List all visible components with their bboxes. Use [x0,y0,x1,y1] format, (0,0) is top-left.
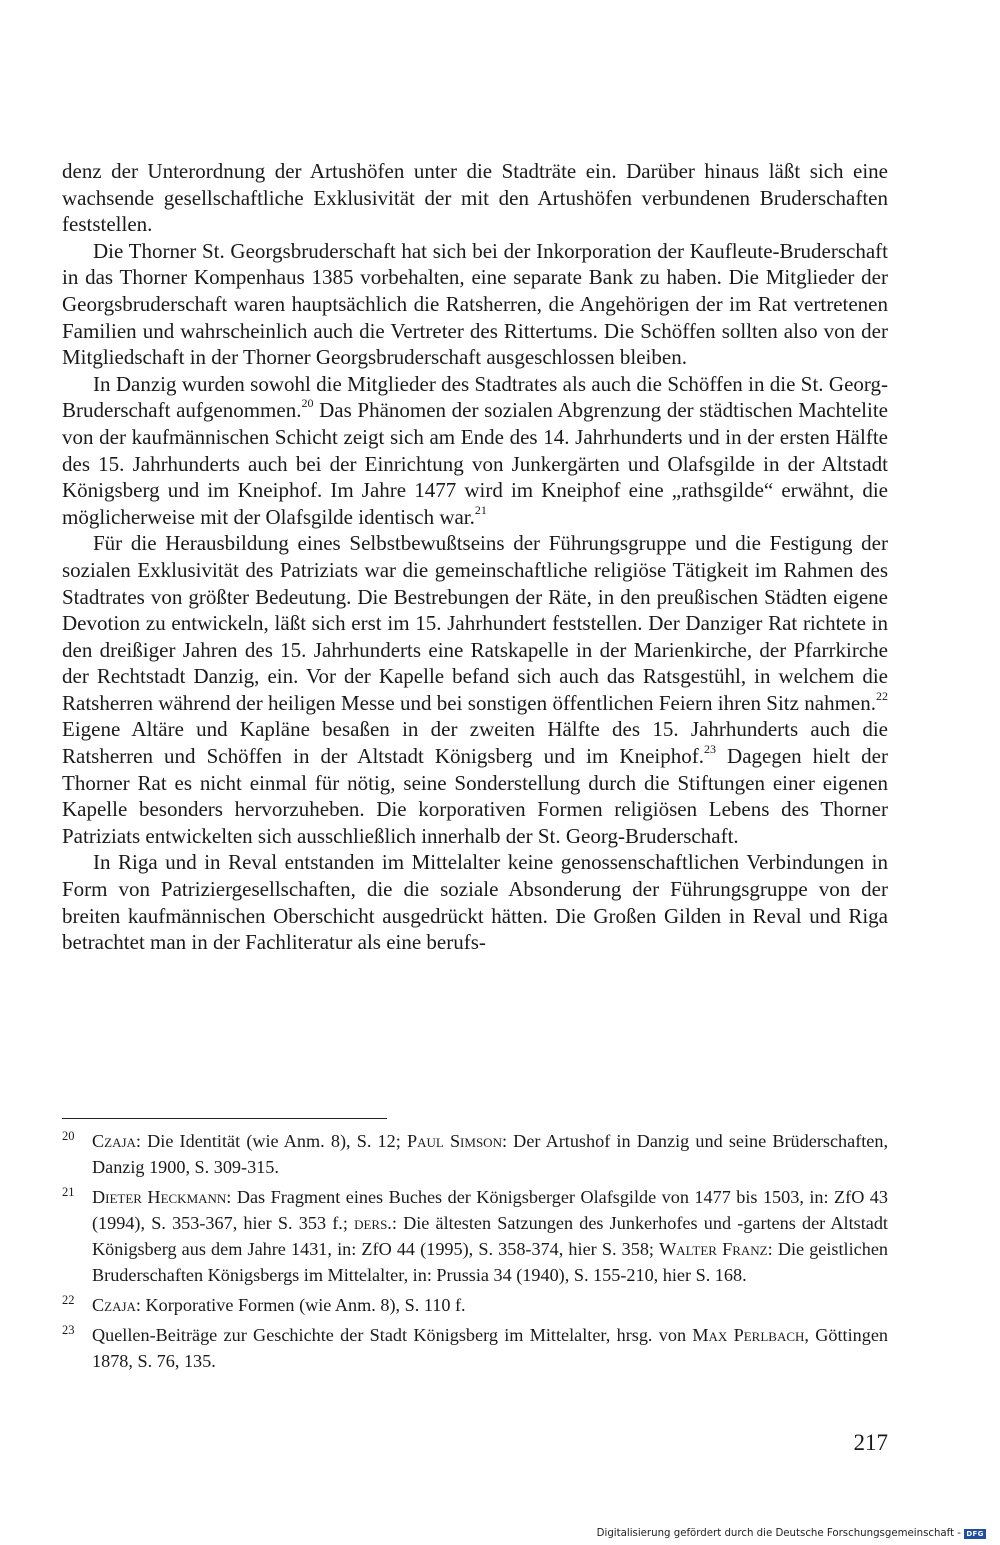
paragraph [62,238,888,371]
footnote [62,1184,888,1288]
author-name: Czaja [92,1131,136,1151]
main-text [62,158,888,956]
author-name: ders. [354,1213,392,1233]
paragraph [62,849,888,955]
text-run: Für die Herausbildung eines Selbstbewußtseins der Führungsgruppe und die Festigung der sozialen Exklusivität des Patriziats war die gemeinschaftliche religiöse Tätigkeit im Rahmen des Stadtrates von größter Bedeutung. Die Bestrebungen der Räte, in den preußischen Städten eigene Devotion zu entwickeln, läßt sich erst im 15. Jahrhundert feststellen. Der Danziger Rat richtete in den dreißiger Jahren des 15. Jahrhunderts eine Ratskapelle in der Marienkirche, der Pfarrkirche der Rechtstadt Danzig, ein. Vor der Kapelle befand sich auch das Ratsgestühl, in welchem die Ratsherren während der heiligen Messe und bei sonstigen öffentlichen Feiern ihren Sitz nahmen. [62,531,888,715]
text-run: Quellen-Beiträge zur Geschichte der Stadt Königsberg im Mittelalter, hrsg. von [92,1325,693,1345]
text-run: Das Phänomen der sozialen Abgrenzung der städtischen Machtelite von der kaufmännischen Schicht zeigt sich am Ende des 14. Jahrhunderts und in der ersten Hälfte des 15. Jahrhunderts auch bei der Einrichtung von Junkergärten und Olafsgilde in der Altstadt Königsberg und im Kneiphof. Im Jahre 1477 wird im Kneiphof eine „rathsgilde“ erwähnt, die möglicherweise mit der Olafsgilde identisch war. [62,398,888,529]
footnote [62,1322,888,1374]
footnote [62,1128,888,1180]
footnote-text [92,1128,888,1180]
text-run: : Die Identität (wie Anm. 8), S. 12; [135,1131,407,1151]
footnote-text [92,1322,888,1374]
text-run: , Göttingen 1878, S. 76, 135. [92,1325,888,1371]
footnote-number: 23 [62,1323,75,1337]
text-run: : Das Fragment eines Buches der Königsberger Olafsgilde von 1477 bis 1503, in: ZfO 43 (1994), S. 353-367, hier S. 353 f.; [92,1187,888,1233]
author-name: Dieter Heckmann [92,1187,227,1207]
footnote-number: 21 [62,1185,75,1199]
footnote-reference: 23 [703,742,716,757]
text-run: : Die ältesten Satzungen des Junkerhofes und -gartens der Altstadt Königsberg aus dem Jahre 1431, in: ZfO 44 (1995), S. 358-374, hier S. 358; [92,1213,888,1259]
footnote-number: 20 [62,1129,75,1143]
footnote-text [92,1184,888,1288]
text-run: : Die geistlichen Bruderschaften Königsbergs im Mittelalter, in: Prussia 34 (1940), S. 155-210, hier S. 168. [92,1239,888,1285]
footnotes [62,1128,888,1378]
author-name: Max Perlbach [692,1325,805,1345]
footnote-separator [62,1118,387,1119]
author-name: Walter Franz [659,1239,768,1259]
dfg-logo: DFG [964,1529,986,1539]
text-run: Eigene Altäre und Kapläne besaßen in der zweiten Hälfte des 15. Jahrhunderts auch die Ratsherren und Schöffen in der Altstadt Königsberg und im Kneiphof. [62,717,888,769]
footnote-reference: 22 [876,688,888,703]
author-name: Czaja [92,1295,136,1315]
footnote-number: 22 [62,1293,75,1307]
paragraph [62,371,888,531]
footnote-text [92,1292,888,1318]
digitization-text: Digitalisierung gefördert durch die Deutsche Forschungsgemeinschaft - [596,1528,961,1539]
text-run: In Riga und in Reval entstanden im Mittelalter keine genossenschaftlichen Verbindungen in Form von Patriziergesellschaften, die die soziale Absonderung der Führungsgruppe von der breiten kaufmännischen Oberschicht ausgedrückt hätten. Die Großen Gilden in Reval und Riga betrachtet man in der Fachliteratur als eine berufs- [62,850,888,955]
text-run: Die Thorner St. Georgsbruderschaft hat sich bei der Inkorporation der Kaufleute-Bruderschaft in das Thorner Kompenhaus 1385 vorbehalten, eine separate Bank zu haben. Die Mitglieder der Georgsbruderschaft waren hauptsächlich die Ratsherren, die Angehörigen der im Rat vertretenen Familien und wahrscheinlich auch die Vertreter des Rittertums. Die Schöffen sollten also von der Mitgliedschaft in der Thorner Georgsbruderschaft ausgeschlossen bleiben. [62,238,888,370]
text-run: Dagegen hielt der Thorner Rat es nicht einmal für nötig, seine Sonderstellung durch die Stiftungen einer eigenen Kapelle besonders hervorzuheben. Die korporativen Formen religiösen Lebens des Thorner Patriziats entwickelten sich ausschließlich innerhalb der St. Georg-Bruderschaft. [62,744,888,848]
text-run: : Korporative Formen (wie Anm. 8), S. 110 f. [135,1295,466,1315]
paragraph [62,158,888,238]
digitization-notice [597,1528,986,1539]
page-number: 217 [853,1430,888,1455]
footnote-reference: 20 [301,396,314,411]
footnote [62,1292,888,1318]
author-name: Paul Simson [406,1131,502,1151]
text-run: In Danzig wurden sowohl die Mitglieder des Stadtrates als auch die Schöffen in die St. Georg-Bruderschaft aufgenommen. [62,371,888,423]
paragraph [62,530,888,849]
text-run: denz der Unterordnung der Artushöfen unter die Stadträte ein. Darüber hinaus läßt sich eine wachsende gesellschaftliche Exklusivität der mit den Artushöfen verbundenen Bruderschaften feststellen. [62,159,888,237]
text-run: : Der Artushof in Danzig und seine Brüderschaften, Danzig 1900, S. 309-315. [92,1131,889,1177]
footnote-reference: 21 [474,502,487,517]
